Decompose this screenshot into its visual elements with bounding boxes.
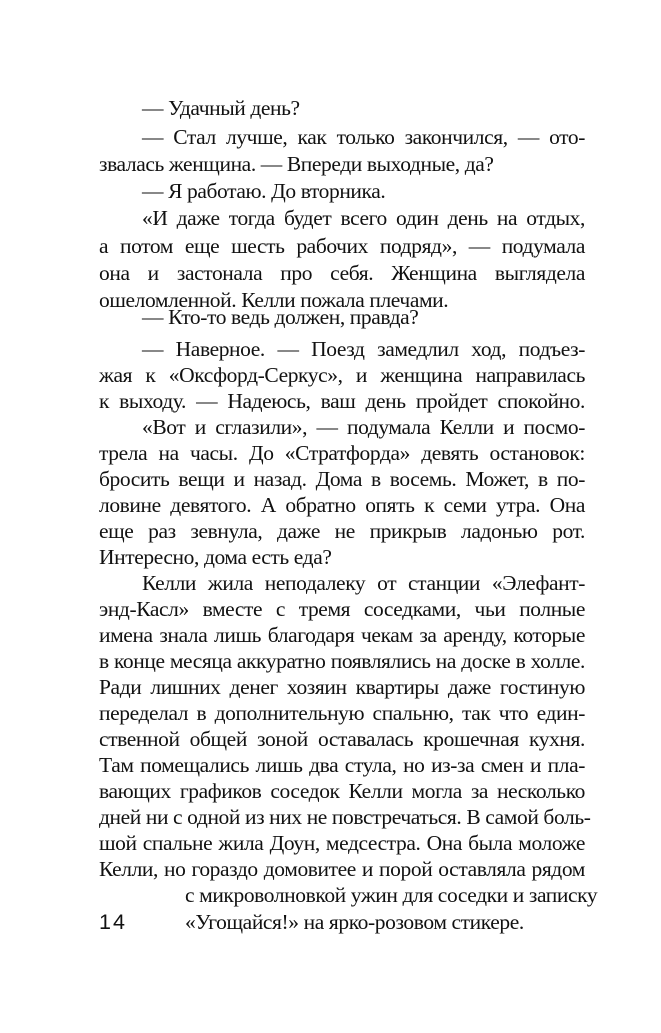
text-line: с микроволновкой ужин для соседки и записку	[185, 883, 598, 907]
text-line: жая к «Оксфорд-Серкус», и женщина направилась	[99, 363, 585, 387]
text-line: имена знала лишь благодаря чекам за аренду, которые	[99, 623, 585, 647]
text-line: — Кто-то ведь должен, правда?	[142, 305, 419, 329]
text-line: «Вот и сглазили», — подумала Келли и посмо-	[142, 415, 585, 439]
text-line: Ради лишних денег хозяин квартиры даже гостиную	[99, 675, 585, 699]
text-line: Там помещались лишь два стула, но из-за смен и пла-	[99, 753, 585, 777]
text-line: бросить вещи и назад. Дома в восемь. Может, в по-	[99, 467, 585, 491]
text-line: — Удачный день?	[142, 96, 300, 120]
text-line: ошеломленной. Келли пожала плечами.	[99, 288, 449, 312]
text-line: — Стал лучше, как только закончился, — ото-	[142, 125, 585, 149]
text-line: Келли, но гораздо домовитее и порой оставляла рядом	[99, 857, 585, 881]
text-line: Интересно, дома есть еда?	[99, 545, 332, 569]
text-line: дней ни с одной из них не повстречаться. В самой боль-	[99, 805, 591, 829]
text-line: «И даже тогда будет всего один день на отдых,	[142, 206, 585, 230]
text-line: трела на часы. До «Стратфорда» девять остановок:	[99, 441, 585, 465]
text-line: шой спальне жила Доун, медсестра. Она была моложе	[99, 831, 585, 855]
text-line: переделал в дополнительную спальню, так что един-	[99, 701, 585, 725]
text-line: звалась женщина. — Впереди выходные, да?	[99, 152, 494, 176]
text-line: ственной общей зоной оставалась крошечная кухня.	[99, 727, 585, 751]
text-line: вающих графиков соседок Келли могла за несколько	[99, 779, 585, 803]
text-line: ловине девятого. А обратно опять к семи утра. Она	[99, 493, 585, 517]
text-line: а потом еще шесть рабочих подряд», — подумала	[99, 234, 585, 258]
text-line: — Наверное. — Поезд замедлил ход, подъез-	[142, 337, 585, 361]
text-line: «Угощайся!» на ярко-розовом стикере.	[185, 910, 524, 934]
text-line: — Я работаю. До вторника.	[142, 179, 386, 203]
text-line: Келли жила неподалеку от станции «Элефант-	[142, 571, 585, 595]
text-line: в конце месяца аккуратно появлялись на доске в холле.	[99, 649, 585, 673]
text-line: энд-Касл» вместе с тремя соседками, чьи полные	[99, 597, 585, 621]
text-line: она и застонала про себя. Женщина выглядела	[99, 261, 585, 285]
page-number: 14	[99, 910, 127, 934]
text-line: к выходу. — Надеюсь, ваш день пройдет спокойно.	[99, 389, 585, 413]
text-line: еще раз зевнула, даже не прикрыв ладонью рот.	[99, 519, 585, 543]
